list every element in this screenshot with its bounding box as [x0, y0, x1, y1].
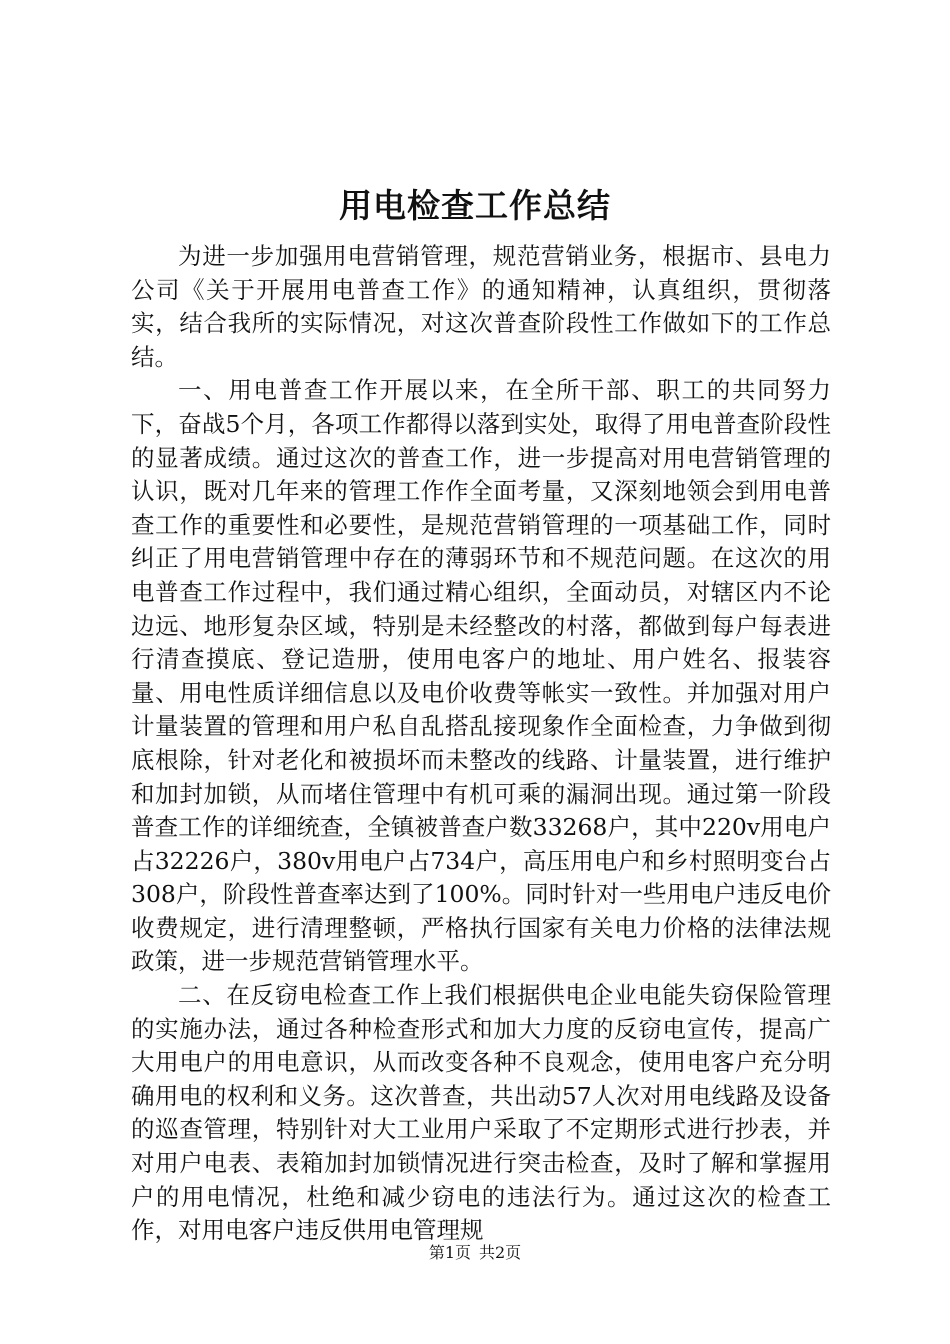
page-number-total: 共2页: [479, 1243, 522, 1262]
paragraph-section-one: 一、用电普查工作开展以来，在全所干部、职工的共同努力下，奋战5个月，各项工作都得以落到实处，取得了用电普查阶段性的显著成绩。通过这次的普查工作，进一步提高对用电营销管理的认识，既对几年来的管理工作作全面考量，又深刻地领会到用电普查工作的重要性和必要性，是规范营销管理的一项基础工作，同时纠正了用电营销管理中存在的薄弱环节和不规范问题。在这次的用电普查工作过程中，我们通过精心组织，全面动员，对辖区内不论边远、地形复杂区域，特别是未经整改的村落，都做到每户每表进行清查摸底、登记造册，使用电客户的地址、用户姓名、报装容量、用电性质详细信息以及电价收费等帐实一致性。并加强对用户计量装置的管理和用户私自乱搭乱接现象作全面检查，力争做到彻底根除，针对老化和被损坏而未整改的线路、计量装置，进行维护和加封加锁，从而堵住管理中有机可乘的漏洞出现。通过第一阶段普查工作的详细统查，全镇被普查户数33268户，其中220v用电户占32226户，380v用电户占734户，高压用电户和乡村照明变台占308户，阶段性普查率达到了100%。同时针对一些用电户违反电价收费规定，进行清理整顿，严格执行国家有关电力价格的法律法规政策，进一步规范营销管理水平。: [131, 376, 831, 976]
page-footer: [0, 1242, 950, 1264]
paragraph-intro: 为进一步加强用电营销管理，规范营销业务，根据市、县电力公司《关于开展用电普查工作》的通知精神，认真组织，贯彻落实，结合我所的实际情况，对这次普查阶段性工作做如下的工作总结。: [131, 242, 831, 371]
page-number-current: 第1页: [428, 1243, 471, 1262]
document-body: [131, 240, 831, 1248]
paragraph-section-two: 二、在反窃电检查工作上我们根据供电企业电能失窃保险管理的实施办法，通过各种检查形式和加大力度的反窃电宣传，提高广大用电户的用电意识，从而改变各种不良观念，使用电客户充分明确用电的权利和义务。这次普查，共出动57人次对用电线路及设备的巡查管理，特别针对大工业用户采取了不定期形式进行抄表，并对用户电表、表箱加封加锁情况进行突击检查，及时了解和掌握用户的用电情况，杜绝和减少窃电的违法行为。通过这次的检查工作，对用电客户违反供用电管理规: [131, 981, 831, 1245]
document-title: 用电检查工作总结: [339, 186, 611, 225]
